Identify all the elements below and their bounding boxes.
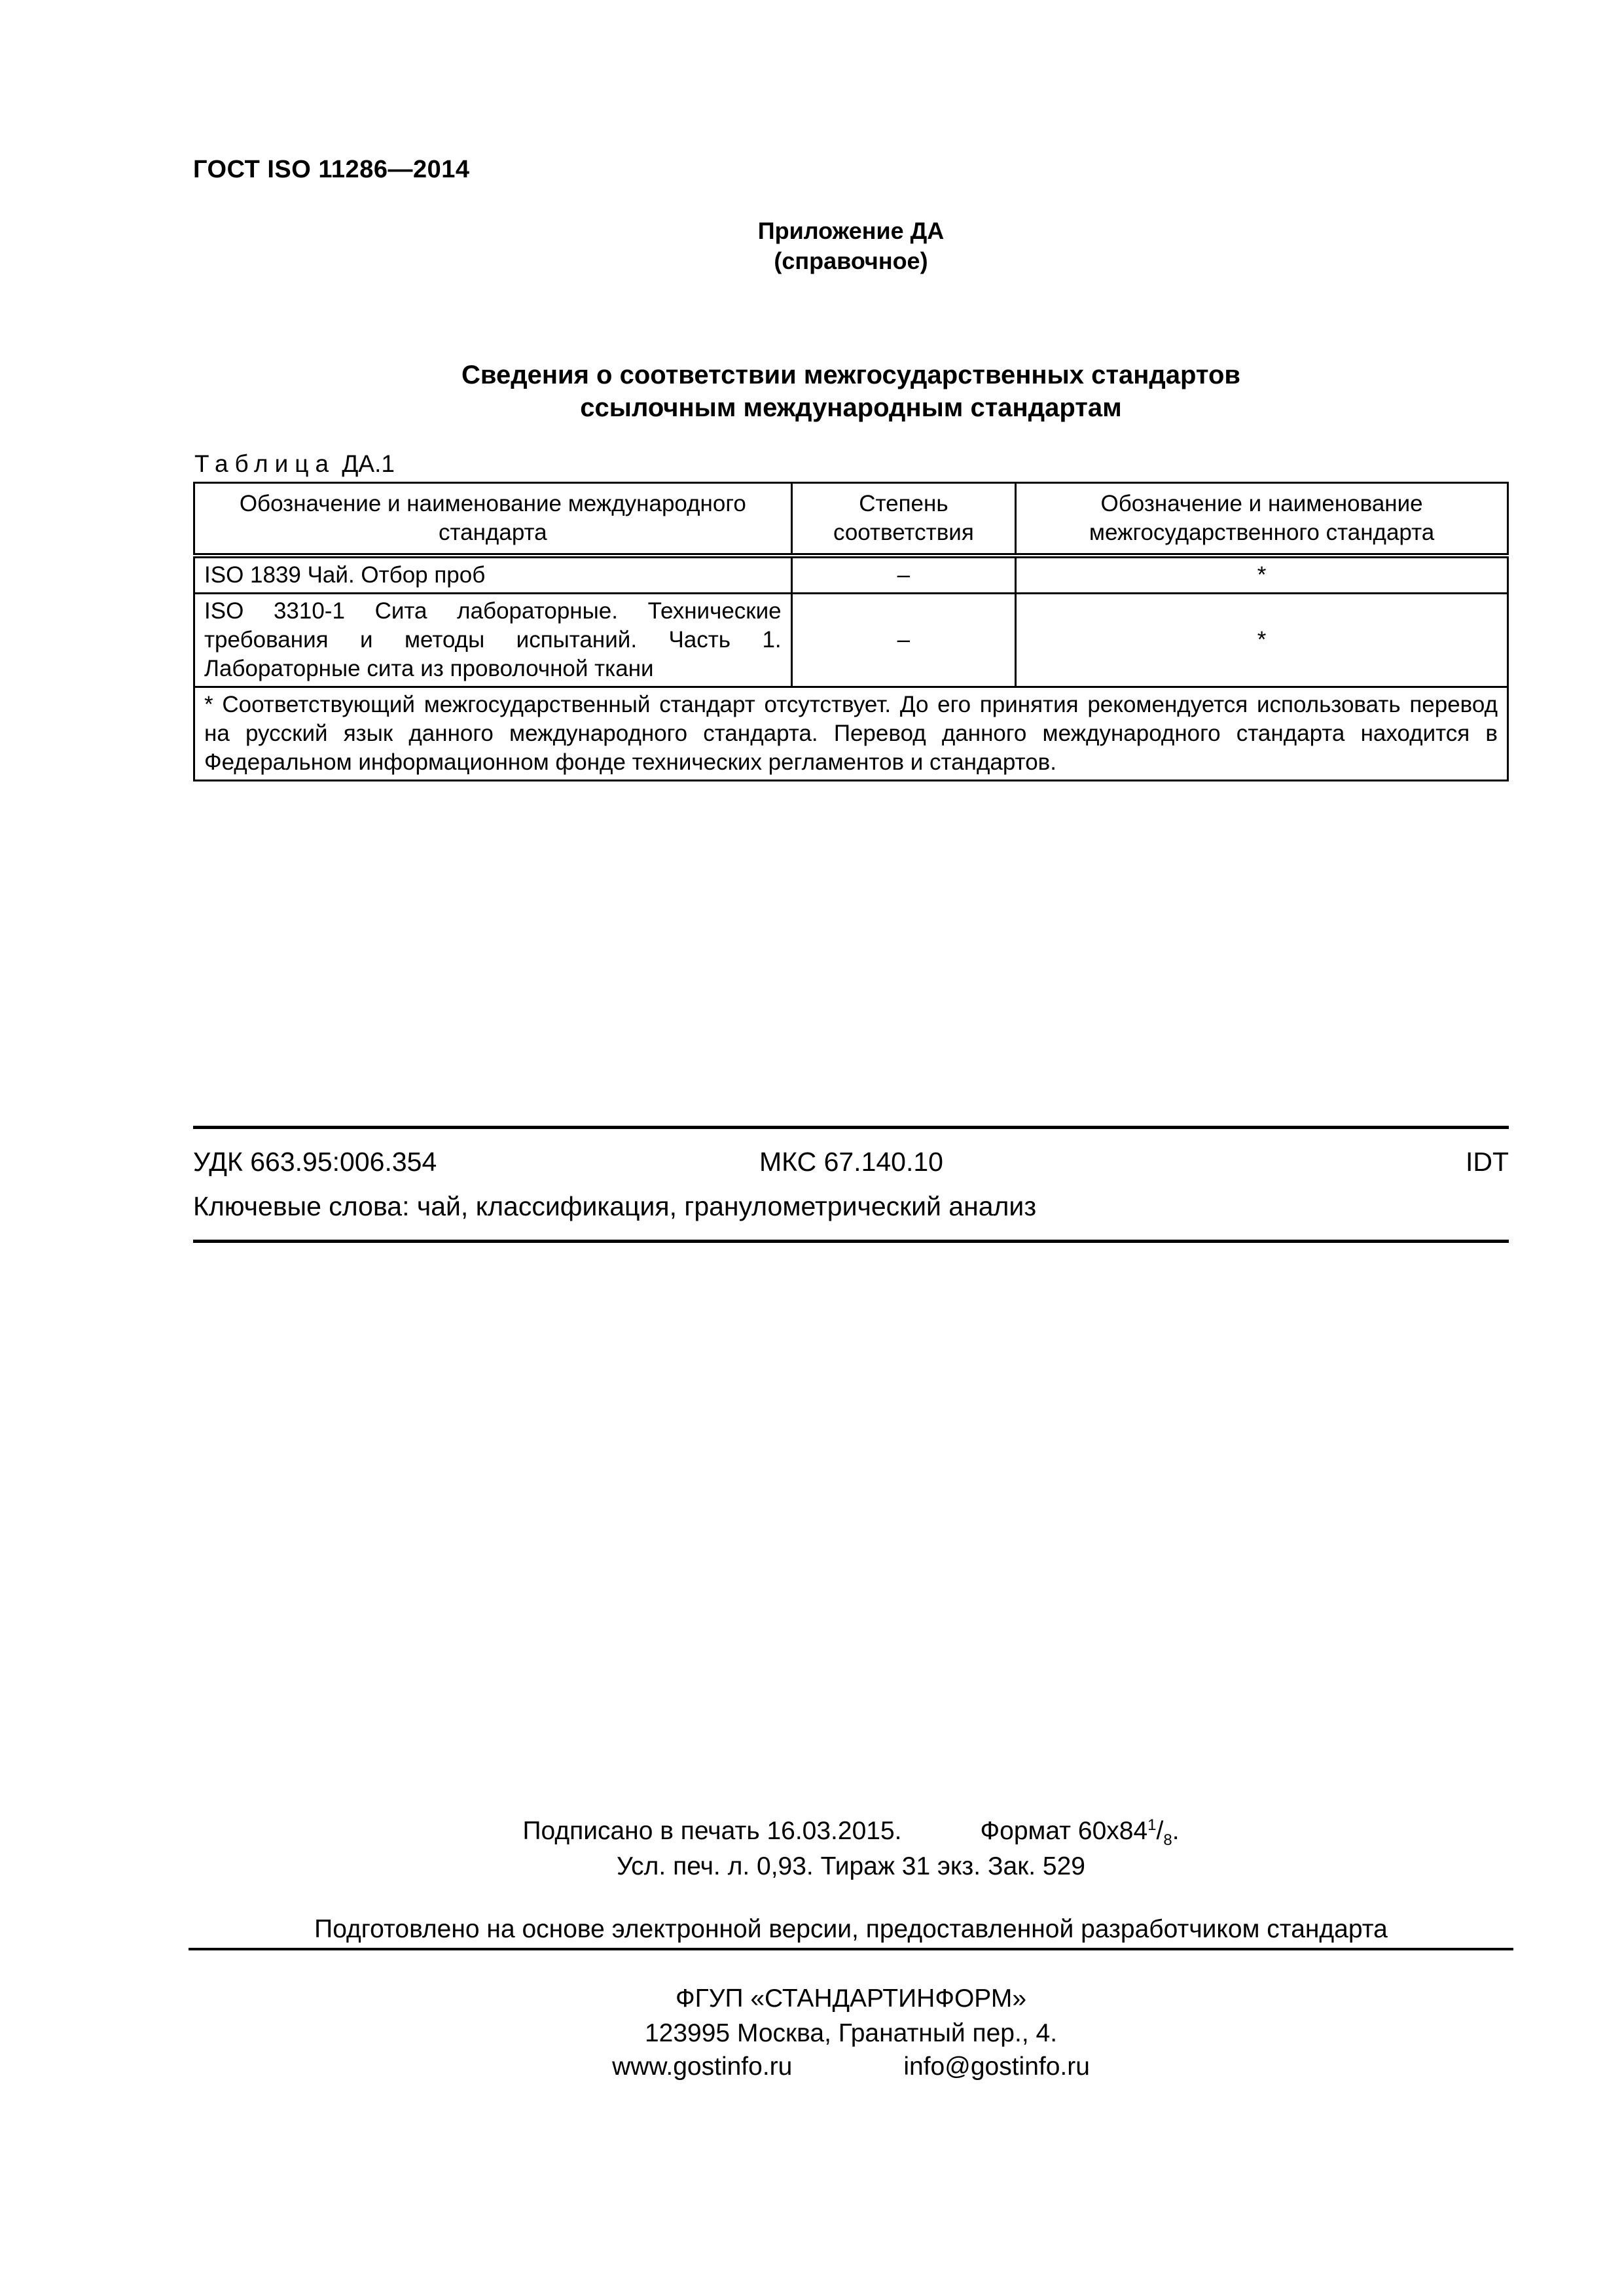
cell-interstate: * [1016, 594, 1508, 687]
print-details: Усл. печ. л. 0,93. Тираж 31 экз. Зак. 529 [616, 1852, 1085, 1880]
appendix-heading [0, 216, 1624, 276]
cell-international: ISO 1839 Чай. Отбор проб [194, 556, 792, 594]
classification-top-rule [193, 1126, 1509, 1129]
paper-format: Формат $60х84^1/_8$. [980, 1816, 1180, 1849]
table-footnote-row [194, 687, 1508, 781]
udk-code: УДК 663.95:006.354 [193, 1147, 437, 1177]
document-code: ГОСТ ISO 11286—2014 [193, 156, 470, 183]
header-degree: Степень соответствия [791, 483, 1016, 556]
header-international-standard: Обозначение и наименование международного стандарта [194, 483, 792, 556]
table-caption-number: ДА.1 [342, 450, 395, 477]
email-link[interactable]: info@gostinfo.ru [903, 2053, 1090, 2081]
section-title-line2: ссылочным международным стандартам [580, 393, 1122, 422]
signed-date: Подписано в печать 16.03.2015. [522, 1817, 902, 1845]
publisher-name: ФГУП «СТАНДАРТИНФОРМ» [675, 1984, 1027, 2013]
appendix-kind: (справочное) [774, 247, 928, 274]
imprint-rule [189, 1948, 1513, 1950]
header-interstate-standard: Обозначение и наименование межгосударственного стандарта [1016, 483, 1508, 556]
cell-degree: – [791, 594, 1016, 687]
publisher-address: 123995 Москва, Гранатный пер., 4. [644, 2019, 1058, 2047]
section-title-line1: Сведения о соответствии межгосударственных стандартов [461, 361, 1240, 389]
cell-international: ISO 3310-1 Сита лабораторные. Технические требования и методы испытаний. Часть 1. Лабораторные сита из проволочной ткани [194, 594, 792, 687]
table-row [194, 594, 1508, 687]
table-caption-word: Таблица [194, 450, 336, 477]
classification-bottom-rule [193, 1240, 1509, 1243]
table-header-row [194, 483, 1508, 556]
table-footnote: * Соответствующий межгосударственный стандарт отсутствует. До его принятия рекомендуется использовать перевод на русский язык данного международного стандарта. Перевод данного международного стандарта находится в Федеральном информационном фонде технических регламентов и стандартов. [194, 687, 1508, 781]
correspondence-table [193, 482, 1509, 781]
equivalence-code: IDT [1465, 1147, 1509, 1177]
table-row [194, 556, 1508, 594]
table-caption [194, 450, 395, 478]
website-link[interactable]: www.gostinfo.ru [612, 2053, 793, 2081]
cell-degree: – [791, 556, 1016, 594]
mks-code: МКС 67.140.10 [759, 1147, 943, 1177]
publisher-contacts [0, 2053, 1624, 2081]
section-title [0, 359, 1624, 424]
keywords: Ключевые слова: чай, классификация, гранулометрический анализ [193, 1191, 1037, 1221]
imprint-signed-line [0, 1816, 1624, 1850]
appendix-title: Приложение ДА [757, 217, 945, 244]
prepared-note: Подготовлено на основе электронной версии, предоставленной разработчиком стандарта [314, 1915, 1388, 1943]
cell-interstate: * [1016, 556, 1508, 594]
